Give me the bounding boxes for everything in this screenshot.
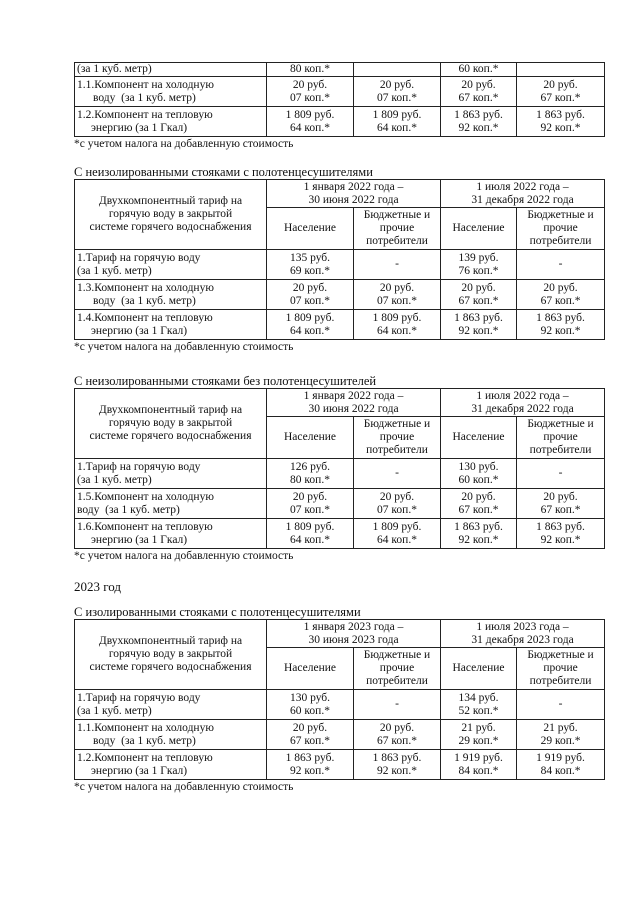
cell: 1 809 руб. 64 коп.* [267,310,354,340]
row-label: 1.2.Компонент на тепловую энергию (за 1 Гкал) [75,107,267,137]
vat-footnote: *с учетом налога на добавленную стоимость [74,138,294,150]
cell: 20 руб. 67 коп.* [517,77,605,107]
cell: 20 руб. 07 коп.* [354,489,441,519]
table-row [75,63,605,77]
cell: 1 863 руб. 92 коп.* [354,750,441,780]
cell: 1 919 руб. 84 коп.* [441,750,517,780]
cell: 20 руб. 67 коп.* [441,489,517,519]
table-row [75,77,605,107]
row-label: (за 1 куб. метр) [75,63,267,77]
cell: 1 809 руб. 64 коп.* [354,519,441,549]
cell: - [354,250,441,280]
header-sub: Бюджетные и прочие потребители [517,417,605,459]
header-row [75,180,605,208]
cell: 20 руб. 07 коп.* [354,280,441,310]
cell: 1 863 руб. 92 коп.* [441,519,517,549]
row-label: 1.Тариф на горячую воду (за 1 куб. метр) [75,459,267,489]
tariff-table [74,619,605,780]
table-row [75,280,605,310]
header-sub: Бюджетные и прочие потребители [517,648,605,690]
header-period: 1 июля 2022 года – 31 декабря 2022 года [441,180,605,208]
cell: - [354,459,441,489]
cell: 139 руб. 76 коп.* [441,250,517,280]
cell: 20 руб. 07 коп.* [267,489,354,519]
table-row [75,720,605,750]
header-sub: Бюджетные и прочие потребители [354,648,441,690]
cell: 126 руб. 80 коп.* [267,459,354,489]
cell: 1 863 руб. 92 коп.* [517,107,605,137]
cell: 20 руб. 67 коп.* [267,720,354,750]
section-title: С неизолированными стояками без полотенцесушителей [74,374,377,388]
table-row [75,107,605,137]
cell: 135 руб. 69 коп.* [267,250,354,280]
tariff-table [74,388,605,549]
cell: 1 863 руб. 92 коп.* [517,519,605,549]
cell: 20 руб. 67 коп.* [517,489,605,519]
header-sub: Бюджетные и прочие потребители [354,208,441,250]
year-heading: 2023 год [74,579,121,594]
cell: 21 руб. 29 коп.* [441,720,517,750]
header-period: 1 июля 2023 года – 31 декабря 2023 года [441,620,605,648]
header-row [75,389,605,417]
header-period: 1 января 2022 года – 30 июня 2022 года [267,180,441,208]
header-main: Двухкомпонентный тариф на горячую воду в закрытой системе горячего водоснабжения [75,389,267,459]
cell: 80 коп.* [267,63,354,77]
row-label: 1.3.Компонент на холодную воду (за 1 куб. метр) [75,280,267,310]
header-period: 1 января 2023 года – 30 июня 2023 года [267,620,441,648]
cell: 1 809 руб. 64 коп.* [354,107,441,137]
cell: 20 руб. 07 коп.* [267,77,354,107]
cell: 20 руб. 07 коп.* [354,77,441,107]
vat-footnote: *с учетом налога на добавленную стоимость [74,550,294,562]
row-label: 1.Тариф на горячую воду (за 1 куб. метр) [75,690,267,720]
table-row [75,489,605,519]
header-sub: Население [267,417,354,459]
table-row [75,310,605,340]
header-row [75,620,605,648]
header-sub: Население [267,648,354,690]
cell: 1 809 руб. 64 коп.* [354,310,441,340]
cell: 1 863 руб. 92 коп.* [441,107,517,137]
header-sub: Бюджетные и прочие потребители [517,208,605,250]
document-page [74,62,604,794]
header-sub: Население [441,648,517,690]
row-label: 1.6.Компонент на тепловую энергию (за 1 Гкал) [75,519,267,549]
cell: 60 коп.* [441,63,517,77]
table-row [75,459,605,489]
section-title: С неизолированными стояками с полотенцесушителями [74,165,373,179]
cell: 20 руб. 07 коп.* [267,280,354,310]
section-title: С изолированными стояками с полотенцесушителями [74,605,361,619]
row-label: 1.1.Компонент на холодную воду (за 1 куб. метр) [75,77,267,107]
cell: 20 руб. 67 коп.* [354,720,441,750]
header-main: Двухкомпонентный тариф на горячую воду в закрытой системе горячего водоснабжения [75,620,267,690]
table-row [75,690,605,720]
cell: - [517,250,605,280]
cell: 1 919 руб. 84 коп.* [517,750,605,780]
cell: 1 863 руб. 92 коп.* [267,750,354,780]
cell: 1 863 руб. 92 коп.* [441,310,517,340]
header-period: 1 июля 2022 года – 31 декабря 2022 года [441,389,605,417]
vat-footnote: *с учетом налога на добавленную стоимость [74,341,294,353]
row-label: 1.5.Компонент на холодную воду (за 1 куб. метр) [75,489,267,519]
header-sub: Население [441,417,517,459]
header-main: Двухкомпонентный тариф на горячую воду в закрытой системе горячего водоснабжения [75,180,267,250]
cell: - [354,690,441,720]
row-label: 1.2.Компонент на тепловую энергию (за 1 Гкал) [75,750,267,780]
header-period: 1 января 2022 года – 30 июня 2022 года [267,389,441,417]
cell [354,63,441,77]
cell: 20 руб. 67 коп.* [517,280,605,310]
header-sub: Бюджетные и прочие потребители [354,417,441,459]
cell: 1 863 руб. 92 коп.* [517,310,605,340]
cell: 20 руб. 67 коп.* [441,280,517,310]
table-row [75,250,605,280]
cell: 1 809 руб. 64 коп.* [267,519,354,549]
cell: - [517,690,605,720]
cell: 130 руб. 60 коп.* [441,459,517,489]
row-label: 1.1.Компонент на холодную воду (за 1 куб. метр) [75,720,267,750]
row-label: 1.4.Компонент на тепловую энергию (за 1 Гкал) [75,310,267,340]
cell: 21 руб. 29 коп.* [517,720,605,750]
cell: 130 руб. 60 коп.* [267,690,354,720]
cell: 20 руб. 67 коп.* [441,77,517,107]
vat-footnote: *с учетом налога на добавленную стоимость [74,781,294,793]
cell: 134 руб. 52 коп.* [441,690,517,720]
cell: - [517,459,605,489]
cell [517,63,605,77]
cell: 1 809 руб. 64 коп.* [267,107,354,137]
header-sub: Население [441,208,517,250]
tariff-table-partial [74,62,605,137]
header-sub: Население [267,208,354,250]
row-label: 1.Тариф на горячую воду (за 1 куб. метр) [75,250,267,280]
table-row [75,750,605,780]
tariff-table [74,179,605,340]
table-row [75,519,605,549]
